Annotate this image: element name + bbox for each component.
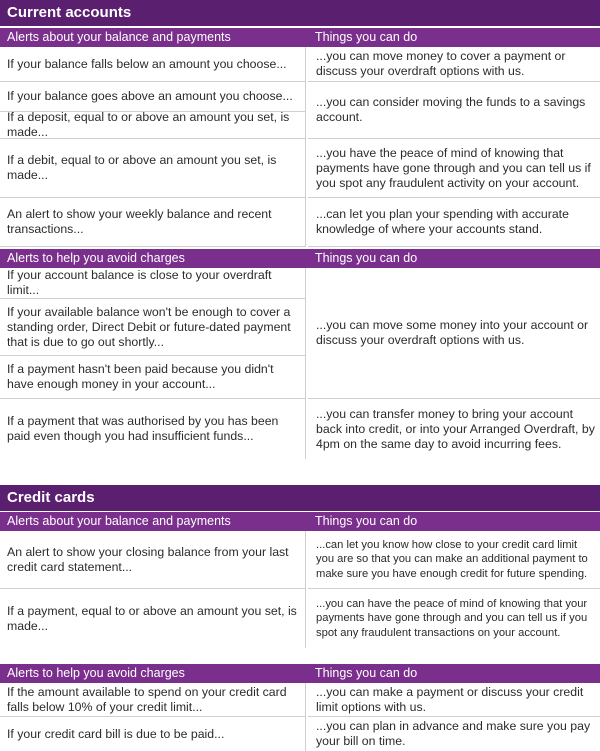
table-cell-action: ...you can make a payment or discuss your credit limit options with us. <box>308 683 600 717</box>
table-cell-action: ...you can move money to cover a payment or discuss your overdraft options with us. <box>308 47 600 82</box>
table-cell-alert: If a payment that was authorised by you has been paid even though you had insufficient funds... <box>0 399 306 459</box>
header-things-you-can-do: Things you can do <box>308 249 600 268</box>
table-cell-alert: If your available balance won't be enough to cover a standing order, Direct Debit or future-dated payment that is due to go out shortly... <box>0 299 306 356</box>
table-cell-alert: If a debit, equal to or above an amount you set, is made... <box>0 139 306 198</box>
table-cell-action: ...you can transfer money to bring your account back into credit, or into your Arranged Overdraft, by 4pm on the same day to avoid incurring fees. <box>316 406 595 451</box>
table-cell-alert: If a payment hasn't been paid because you didn't have enough money in your account... <box>0 356 306 399</box>
table-cell-alert: If the amount available to spend on your credit card falls below 10% of your credit limit... <box>0 683 306 717</box>
table-cell-alert: If your balance falls below an amount you choose... <box>0 47 306 82</box>
table-cell-alert: If a deposit, equal to or above an amount you set, is made... <box>0 112 306 139</box>
table-cell-action: ...can let you know how close to your credit card limit you are so that you can make an additional payment to make sure you have enough credit for future spending. <box>308 531 600 589</box>
table-cell-action: ...can let you plan your spending with accurate knowledge of where your accounts stand. <box>308 198 600 247</box>
section-title-current-accounts: Current accounts <box>0 0 600 26</box>
header-things-you-can-do: Things you can do <box>308 28 600 47</box>
table-cell-action: ...you can have the peace of mind of knowing that your payments have gone through and you can tell us if you spot any fraudulent transactions on your account. <box>316 597 588 639</box>
table-cell-alert: If a payment, equal to or above an amount you set, is made... <box>0 589 306 648</box>
header-things-you-can-do: Things you can do <box>308 512 600 531</box>
table-cell-alert: If your account balance is close to your overdraft limit... <box>0 268 306 299</box>
table-cell-alert: If your balance goes above an amount you choose... <box>0 82 306 112</box>
table-cell-action: ...you have the peace of mind of knowing that payments have gone through and you can tell us if you spot any fraudulent activity on your account. <box>308 139 600 198</box>
header-alerts-balance: Alerts about your balance and payments <box>0 28 308 47</box>
table-cell-alert: An alert to show your closing balance from your last credit card statement... <box>0 531 306 589</box>
table-cell-action-merged: ...you can move some money into your account or discuss your overdraft options with us. <box>308 268 600 399</box>
section-title-credit-cards: Credit cards <box>0 485 600 511</box>
table-cell-alert: An alert to show your weekly balance and recent transactions... <box>0 198 306 247</box>
table-cell-action-merged: ...you can consider moving the funds to a savings account. <box>308 82 600 139</box>
header-alerts-charges: Alerts to help you avoid charges <box>0 249 308 268</box>
header-things-you-can-do: Things you can do <box>308 664 600 683</box>
table-cell-alert: If your credit card bill is due to be paid... <box>0 717 306 751</box>
table-cell-action: ...you can plan in advance and make sure you pay your bill on time. <box>316 719 591 748</box>
header-alerts-balance: Alerts about your balance and payments <box>0 512 308 531</box>
header-alerts-charges: Alerts to help you avoid charges <box>0 664 308 683</box>
